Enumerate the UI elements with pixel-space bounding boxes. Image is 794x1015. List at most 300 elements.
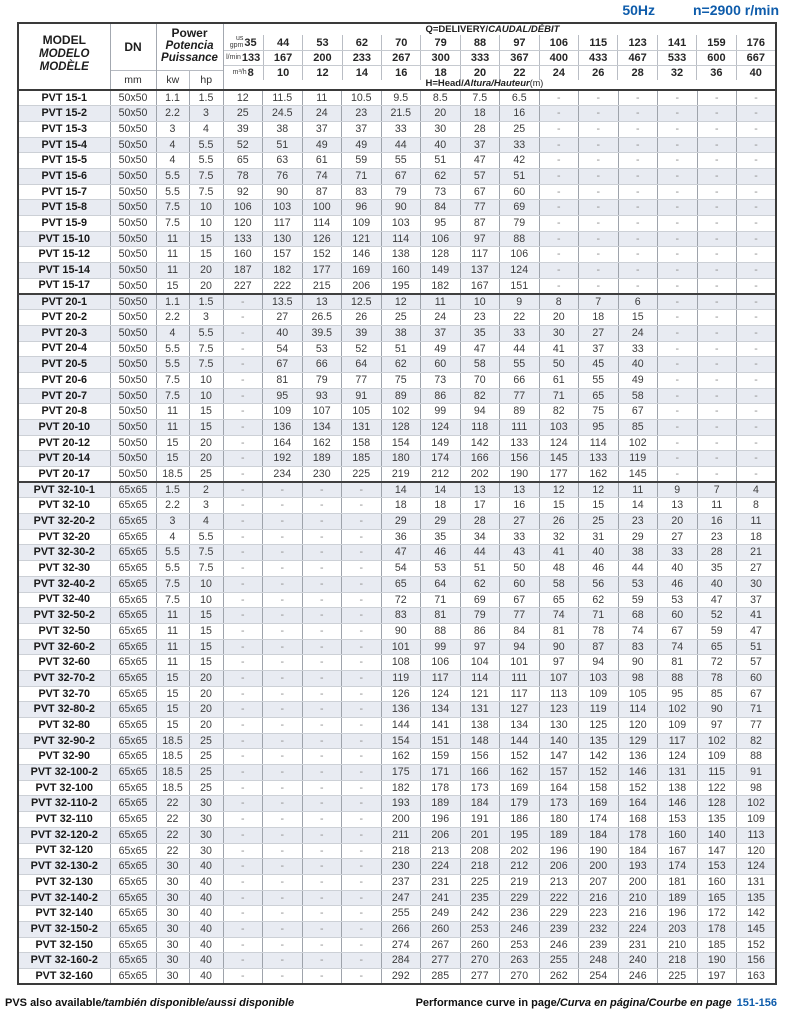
head-cell: 77 (460, 200, 500, 216)
head-cell: - (263, 702, 303, 718)
model-cell: PVT 15-10 (18, 231, 110, 247)
table-row (18, 733, 776, 749)
dn-cell: 50x50 (110, 106, 156, 122)
head-cell: 164 (539, 780, 579, 796)
head-cell: 129 (618, 733, 658, 749)
head-cell: - (737, 137, 777, 153)
head-cell: 156 (460, 749, 500, 765)
head-cell: - (697, 263, 737, 279)
head-cell: 29 (381, 514, 421, 530)
head-cell: 154 (381, 435, 421, 451)
head-cell: - (539, 278, 579, 294)
head-cell: - (223, 780, 263, 796)
dn-cell: 65x65 (110, 969, 156, 985)
flow-value-cell (263, 51, 302, 65)
head-cell: - (263, 874, 303, 890)
head-cell: - (302, 859, 342, 875)
head-cell: - (223, 796, 263, 812)
table-row (18, 278, 776, 294)
head-cell: - (302, 718, 342, 734)
hp-cell: 10 (189, 576, 223, 592)
head-cell: 58 (618, 388, 658, 404)
head-cell: 169 (579, 796, 619, 812)
head-cell: 33 (500, 137, 540, 153)
hp-cell: 10 (189, 216, 223, 232)
head-cell: - (737, 372, 777, 388)
head-cell: 134 (421, 702, 461, 718)
head-cell: 49 (342, 137, 382, 153)
head-cell: - (302, 765, 342, 781)
flow-value: 200 (313, 52, 332, 64)
head-cell: 184 (618, 843, 658, 859)
head-cell: 102 (697, 733, 737, 749)
head-cell: - (263, 749, 303, 765)
head-cell: 162 (381, 749, 421, 765)
hp-cell: 15 (189, 404, 223, 420)
head-cell: 12.5 (342, 294, 382, 310)
head-cell: 21 (737, 545, 777, 561)
head-cell: 88 (500, 231, 540, 247)
flow-value: 233 (352, 52, 372, 64)
flow-value: 667 (746, 52, 765, 64)
head-cell: 182 (263, 263, 303, 279)
head-cell: - (342, 765, 382, 781)
head-cell: 13 (500, 482, 540, 498)
head-cell: 69 (500, 200, 540, 216)
hp-cell: 30 (189, 827, 223, 843)
head-cell: - (618, 200, 658, 216)
flow-value-cell (263, 35, 302, 50)
table-row (18, 106, 776, 122)
head-cell: 27 (500, 514, 540, 530)
head-cell: 7 (579, 294, 619, 310)
head-cell: - (263, 670, 303, 686)
head-cell: 178 (421, 780, 461, 796)
head-cell: 187 (223, 263, 263, 279)
head-cell: 48 (539, 561, 579, 577)
head-cell: - (342, 937, 382, 953)
head-cell: 137 (460, 263, 500, 279)
head-cell: 85 (697, 686, 737, 702)
model-cell: PVT 32-160-2 (18, 953, 110, 969)
head-cell: 27 (658, 529, 698, 545)
model-cell: PVT 32-40 (18, 592, 110, 608)
head-cell: 94 (460, 404, 500, 420)
head-cell: 51 (421, 153, 461, 169)
head-cell: 34 (460, 529, 500, 545)
head-cell: 12 (381, 294, 421, 310)
head-cell: 86 (421, 388, 461, 404)
kw-cell: 4 (156, 137, 189, 153)
model-cell: PVT 32-130-2 (18, 859, 110, 875)
head-cell: 51 (500, 168, 540, 184)
head-cell: 44 (381, 137, 421, 153)
head-cell: 222 (263, 278, 303, 294)
table-row (18, 372, 776, 388)
head-cell: 152 (302, 247, 342, 263)
hp-cell: 7.5 (189, 357, 223, 373)
dn-cell: 65x65 (110, 843, 156, 859)
head-cell: - (579, 168, 619, 184)
head-cell: 77 (500, 608, 540, 624)
head-cell: 156 (500, 451, 540, 467)
head-cell: - (302, 482, 342, 498)
head-cell: 210 (618, 890, 658, 906)
head-cell: 44 (618, 561, 658, 577)
dn-cell: 65x65 (110, 890, 156, 906)
flow-value-cell (657, 66, 696, 80)
head-cell: - (302, 576, 342, 592)
head-cell: 109 (342, 216, 382, 232)
head-cell: 40 (618, 357, 658, 373)
head-cell: 11 (618, 482, 658, 498)
head-cell: - (658, 278, 698, 294)
head-cell: 263 (500, 953, 540, 969)
head-cell: 253 (460, 921, 500, 937)
head-cell: 74 (658, 639, 698, 655)
kw-cell: 2.2 (156, 106, 189, 122)
hp-cell: 1.5 (189, 90, 223, 106)
head-cell: 177 (539, 467, 579, 483)
head-cell: - (737, 388, 777, 404)
head-cell: - (302, 514, 342, 530)
head-cell: - (737, 404, 777, 420)
head-cell: - (658, 310, 698, 326)
hp-cell: 10 (189, 372, 223, 388)
head-cell: - (263, 686, 303, 702)
head-cell: 174 (421, 451, 461, 467)
head-cell: 135 (697, 812, 737, 828)
head-cell: - (342, 639, 382, 655)
flow-value-cell (736, 35, 775, 50)
head-cell: 229 (500, 890, 540, 906)
head-cell: - (579, 137, 619, 153)
delivery-label (425, 24, 559, 35)
head-cell: 66 (302, 357, 342, 373)
head-cell: 65 (539, 592, 579, 608)
flow-value-cell (539, 35, 578, 50)
head-cell: - (302, 969, 342, 985)
hp-cell: 7.5 (189, 168, 223, 184)
head-cell: 77 (500, 388, 540, 404)
head-cell: 78 (697, 670, 737, 686)
model-cell: PVT 20-5 (18, 357, 110, 373)
head-cell: 206 (342, 278, 382, 294)
head-cell: - (658, 90, 698, 106)
head-cell: 113 (737, 827, 777, 843)
head-cell: 94 (579, 655, 619, 671)
pump-performance-table (17, 22, 777, 985)
kw-cell: 18.5 (156, 749, 189, 765)
head-cell: 126 (381, 686, 421, 702)
curve-page-numbers: 151-156 (736, 997, 777, 1009)
flow-value: 123 (628, 36, 647, 49)
head-cell: 16 (500, 498, 540, 514)
dn-cell: 65x65 (110, 639, 156, 655)
kw-cell: 4 (156, 325, 189, 341)
head-cell: 162 (500, 765, 540, 781)
head-cell: 67 (658, 623, 698, 639)
head-cell: 95 (263, 388, 303, 404)
head-cell: 127 (500, 702, 540, 718)
head-cell: 40 (579, 545, 619, 561)
head-cell: 41 (737, 608, 777, 624)
head-cell: 97 (539, 655, 579, 671)
head-cell: 193 (381, 796, 421, 812)
model-cell: PVT 32-130 (18, 874, 110, 890)
dn-cell: 50x50 (110, 294, 156, 310)
head-cell: 90 (263, 184, 303, 200)
head-cell: - (223, 843, 263, 859)
flow-value: 44 (276, 36, 290, 49)
head-cell: 10.5 (342, 90, 382, 106)
head-cell: 71 (539, 388, 579, 404)
head-cell: 49 (421, 341, 461, 357)
head-cell: 201 (460, 827, 500, 843)
kw-cell: 15 (156, 670, 189, 686)
head-cell: 74 (539, 608, 579, 624)
head-cell: 177 (302, 263, 342, 279)
head-cell: 44 (460, 545, 500, 561)
head-cell: 29 (618, 529, 658, 545)
head-cell: 31 (579, 529, 619, 545)
flow-unit-label (226, 55, 241, 62)
head-cell: 53 (658, 592, 698, 608)
head-cell: 64 (342, 357, 382, 373)
dn-cell: 65x65 (110, 561, 156, 577)
head-cell: 88 (658, 670, 698, 686)
flow-value-cell (499, 35, 538, 50)
model-cell: PVT 32-50 (18, 623, 110, 639)
head-cell: 162 (579, 467, 619, 483)
head-cell: 28 (460, 514, 500, 530)
head-cell: 189 (658, 890, 698, 906)
head-cell: 96 (342, 200, 382, 216)
head-cell: 39 (342, 325, 382, 341)
head-cell: 178 (697, 921, 737, 937)
head-cell: 117 (263, 216, 303, 232)
head-cell: 79 (302, 372, 342, 388)
head-cell: 11.5 (263, 90, 303, 106)
head-cell: 111 (500, 419, 540, 435)
flow-unit-label (233, 70, 247, 77)
model-label-en: MODEL (42, 33, 86, 47)
flow-value: 32 (670, 67, 684, 79)
head-cell: 18 (737, 529, 777, 545)
kw-cell: 4 (156, 153, 189, 169)
head-cell: - (539, 184, 579, 200)
head-cell: 133 (579, 451, 619, 467)
head-cell: 157 (539, 765, 579, 781)
head-cell: - (263, 608, 303, 624)
model-cell: PVT 32-50-2 (18, 608, 110, 624)
head-cell: 40 (421, 137, 461, 153)
head-cell: - (342, 623, 382, 639)
table-row (18, 200, 776, 216)
dn-cell: 50x50 (110, 372, 156, 388)
flow-unit-line: us (235, 35, 244, 42)
flow-unit-label (230, 36, 244, 49)
head-cell: - (342, 859, 382, 875)
head-cell: 109 (737, 812, 777, 828)
head-cell: - (223, 341, 263, 357)
hp-cell: 4 (189, 514, 223, 530)
head-cell: 35 (460, 325, 500, 341)
hp-cell: 30 (189, 812, 223, 828)
head-cell: 30 (737, 576, 777, 592)
flow-value-cell (696, 51, 735, 65)
table-row (18, 325, 776, 341)
head-cell: 254 (579, 969, 619, 985)
head-cell: 114 (381, 231, 421, 247)
model-cell: PVT 32-120-2 (18, 827, 110, 843)
head-cell: 52 (697, 608, 737, 624)
head-cell: 151 (421, 733, 461, 749)
dn-cell: 65x65 (110, 780, 156, 796)
head-cell: 175 (381, 765, 421, 781)
hp-cell: 40 (189, 921, 223, 937)
head-cell: 47 (697, 592, 737, 608)
head-cell: 18 (381, 498, 421, 514)
flow-value: 18 (434, 67, 447, 79)
dn-cell: 65x65 (110, 733, 156, 749)
table-row (18, 137, 776, 153)
model-cell: PVT 32-30 (18, 561, 110, 577)
head-cell: 58 (460, 357, 500, 373)
head-cell: 230 (381, 859, 421, 875)
flow-value-cell (578, 35, 617, 50)
flow-value-cell (657, 51, 696, 65)
head-cell: 145 (737, 921, 777, 937)
model-cell: PVT 32-10-1 (18, 482, 110, 498)
head-cell: 140 (697, 827, 737, 843)
head-cell: 231 (618, 937, 658, 953)
head-cell: - (263, 796, 303, 812)
head-cell: - (737, 121, 777, 137)
head-cell: 171 (421, 765, 461, 781)
head-cell: 225 (342, 467, 382, 483)
head-cell: - (223, 529, 263, 545)
model-cell: PVT 15-2 (18, 106, 110, 122)
head-cell: - (223, 969, 263, 985)
head-cell: - (342, 655, 382, 671)
kw-cell: 1.1 (156, 90, 189, 106)
head-cell: 203 (658, 921, 698, 937)
power-labels (157, 26, 223, 64)
head-cell: - (263, 529, 303, 545)
hp-cell: 20 (189, 435, 223, 451)
dn-cell: 65x65 (110, 498, 156, 514)
head-cell: - (697, 467, 737, 483)
hp-cell: 40 (189, 953, 223, 969)
head-cell: 90 (697, 702, 737, 718)
head-cell: 191 (460, 812, 500, 828)
power-label-fr: Puissance (161, 52, 218, 64)
head-cell: 67 (737, 686, 777, 702)
kw-cell: 30 (156, 921, 189, 937)
head-cell: 128 (421, 247, 461, 263)
table-row (18, 812, 776, 828)
model-cell: PVT 20-2 (18, 310, 110, 326)
head-cell: 168 (618, 812, 658, 828)
table-row (18, 184, 776, 200)
head-cell: - (539, 90, 579, 106)
hp-cell: 25 (189, 765, 223, 781)
head-cell: 149 (421, 263, 461, 279)
dn-cell: 65x65 (110, 765, 156, 781)
head-cell: - (342, 796, 382, 812)
head-cell: - (618, 168, 658, 184)
head-cell: - (737, 325, 777, 341)
head-cell: 284 (381, 953, 421, 969)
table-row (18, 404, 776, 420)
model-cell: PVT 32-140 (18, 906, 110, 922)
head-cell: 84 (421, 200, 461, 216)
head-cell: - (579, 278, 619, 294)
head-cell: 81 (421, 608, 461, 624)
head-cell: 13 (460, 482, 500, 498)
head-cell: 109 (658, 718, 698, 734)
hp-cell: 15 (189, 247, 223, 263)
flow-value: 28 (631, 67, 644, 79)
model-cell: PVT 32-110 (18, 812, 110, 828)
model-cell: PVT 32-150 (18, 937, 110, 953)
head-cell: 9.5 (381, 90, 421, 106)
head-cell: - (658, 263, 698, 279)
head-cell: 24 (618, 325, 658, 341)
head-cell: 196 (421, 812, 461, 828)
kw-cell: 18.5 (156, 780, 189, 796)
head-cell: 38 (381, 325, 421, 341)
model-cell: PVT 15-12 (18, 247, 110, 263)
head-cell: 53 (421, 561, 461, 577)
kw-cell: 7.5 (156, 200, 189, 216)
head-cell: - (223, 921, 263, 937)
kw-cell: 5.5 (156, 168, 189, 184)
model-cell: PVT 32-80-2 (18, 702, 110, 718)
head-cell: - (658, 231, 698, 247)
model-cell: PVT 15-4 (18, 137, 110, 153)
kw-cell: 30 (156, 906, 189, 922)
flow-value-cell (696, 66, 735, 80)
model-cell: PVT 15-9 (18, 216, 110, 232)
head-cell: - (342, 482, 382, 498)
head-cell: 166 (460, 451, 500, 467)
flow-value: 267 (392, 52, 411, 64)
head-cell: 109 (579, 686, 619, 702)
kw-cell: 11 (156, 231, 189, 247)
head-cell: - (342, 592, 382, 608)
head-cell: 160 (381, 263, 421, 279)
head-cell: 40 (263, 325, 303, 341)
head-cell: - (223, 310, 263, 326)
model-cell: PVT 20-17 (18, 467, 110, 483)
table-row (18, 827, 776, 843)
head-cell: 75 (381, 372, 421, 388)
head-cell: 118 (460, 419, 500, 435)
head-cell: - (539, 263, 579, 279)
dn-cell: 65x65 (110, 921, 156, 937)
head-cell: 35 (697, 561, 737, 577)
head-cell: - (697, 388, 737, 404)
head-cell: 111 (500, 670, 540, 686)
flow-value-cell (263, 66, 302, 80)
head-cell: 37 (342, 121, 382, 137)
head-cell: 225 (658, 969, 698, 985)
head-cell: - (223, 827, 263, 843)
kw-cell: 7.5 (156, 592, 189, 608)
head-cell: - (302, 733, 342, 749)
